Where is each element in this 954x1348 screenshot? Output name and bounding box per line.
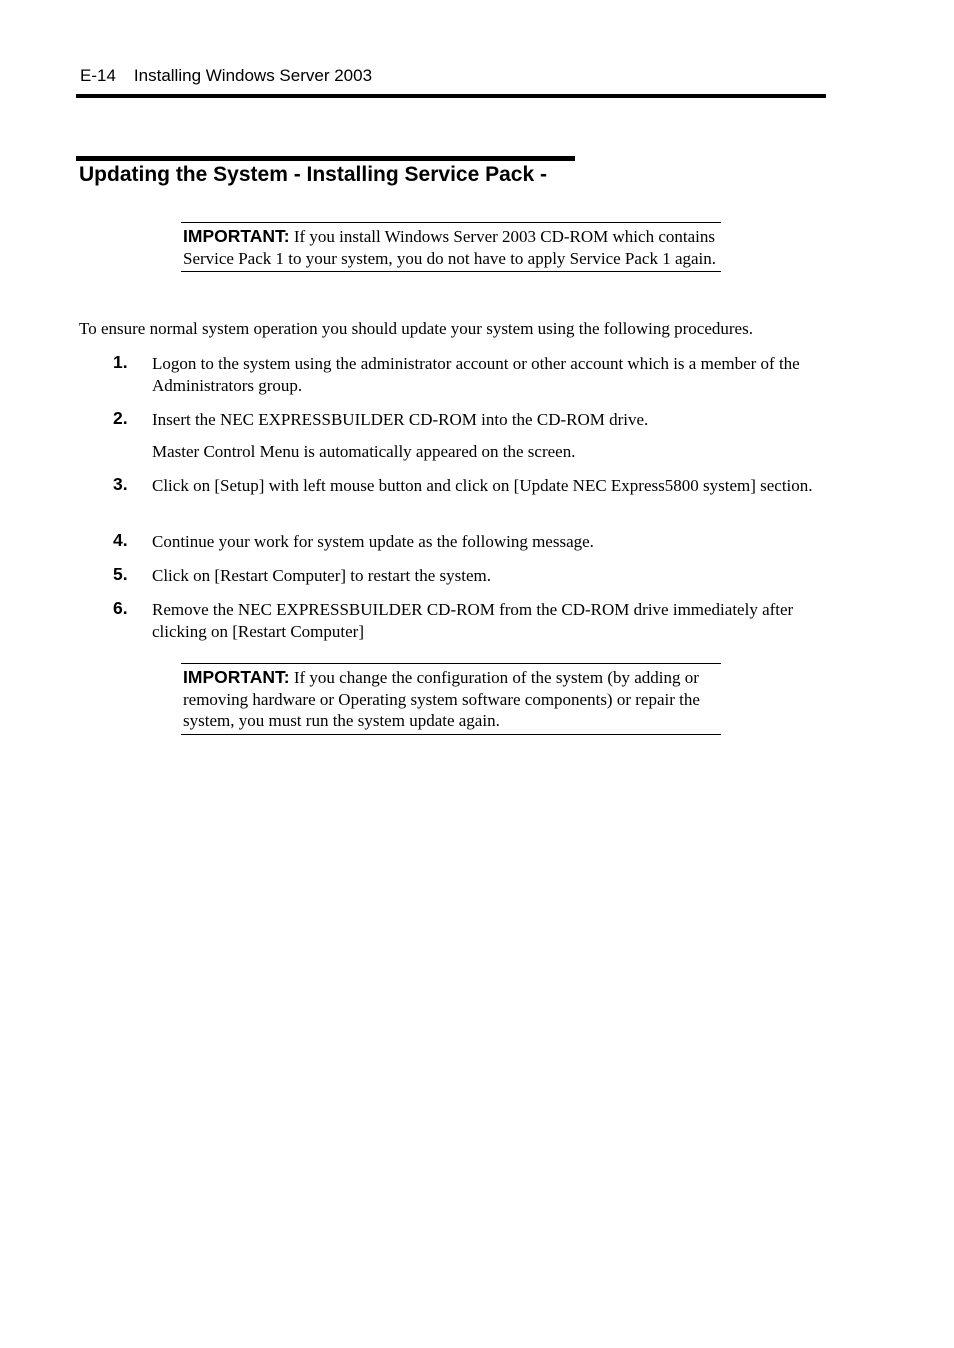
important-text: If you change the configuration of the system (by adding or removing hardware or Operating system software components) or repair the system, you must run the system update again.: [183, 668, 700, 730]
section-title: Updating the System - Installing Service Pack -: [79, 163, 547, 186]
step-number: 6.: [113, 598, 128, 618]
important-text: If you install Windows Server 2003 CD-ROM which contains Service Pack 1 to your system, you do not have to apply Service Pack 1 again.: [183, 227, 717, 268]
step-text: Insert the NEC EXPRESSBUILDER CD-ROM into the CD-ROM drive.: [152, 410, 649, 429]
step-text: Remove the NEC EXPRESSBUILDER CD-ROM from the CD-ROM drive immediately after clicking on [Restart Computer]: [152, 600, 794, 641]
page-number: E-14: [80, 66, 116, 85]
section-rule: [76, 156, 575, 161]
important-label: IMPORTANT:: [183, 226, 290, 246]
header-rule: [76, 94, 826, 98]
important-note-1: [181, 222, 721, 272]
intro-paragraph: To ensure normal system operation you should update your system using the following procedures.: [79, 319, 753, 338]
step-text: Logon to the system using the administrator account or other account which is a member of the Administrators group.: [152, 354, 800, 395]
step-text: Click on [Setup] with left mouse button and click on [Update NEC Express5800 system] section.: [152, 476, 813, 495]
step-number: 1.: [113, 352, 128, 372]
important-note-2: [181, 663, 721, 735]
step-text: Continue your work for system update as the following message.: [152, 532, 594, 551]
step-number: 5.: [113, 564, 128, 584]
step-number: 3.: [113, 474, 128, 494]
page-header: [80, 66, 372, 86]
important-label: IMPORTANT:: [183, 667, 290, 687]
step-text: Click on [Restart Computer] to restart the system.: [152, 566, 491, 585]
step-number: 4.: [113, 530, 128, 550]
step-number: 2.: [113, 408, 128, 428]
header-title: Installing Windows Server 2003: [133, 66, 373, 85]
step-subtext: Master Control Menu is automatically appeared on the screen.: [152, 442, 576, 461]
